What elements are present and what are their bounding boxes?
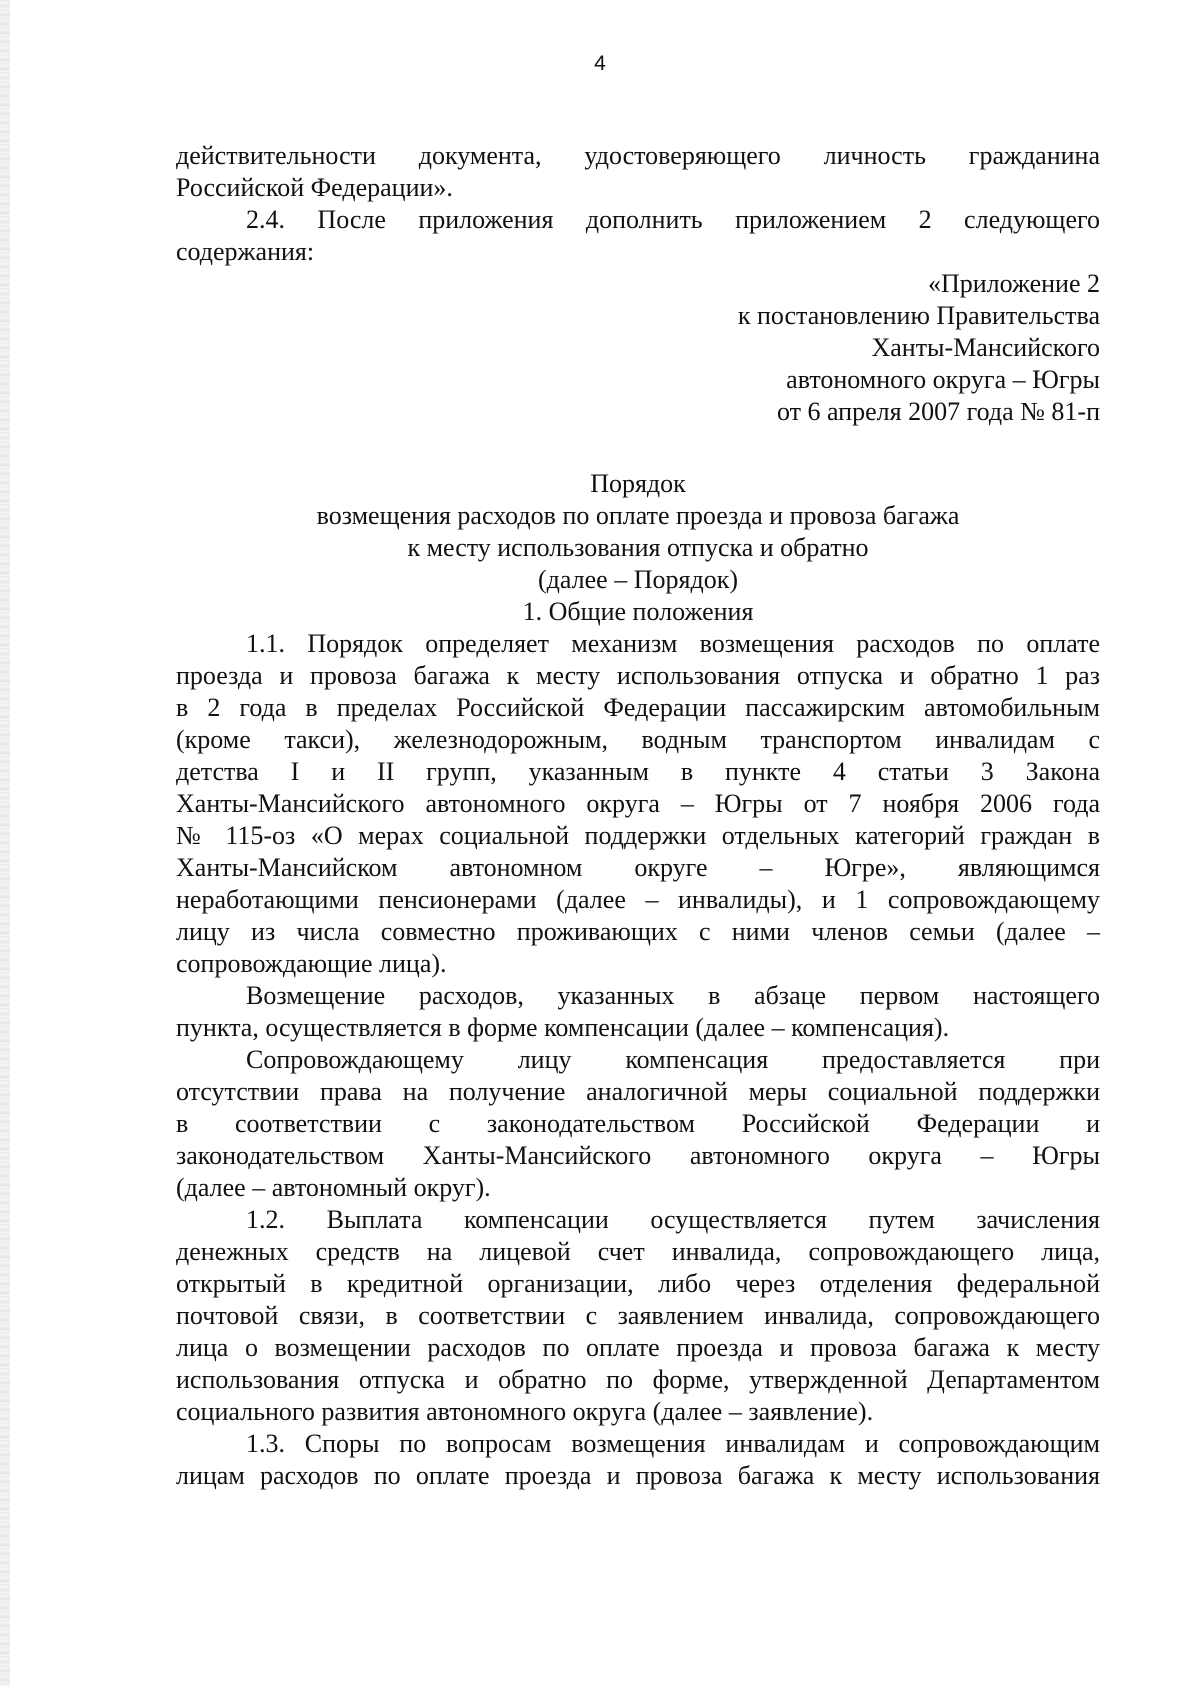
text-line: в соответствии с законодательством Российской Федерации и bbox=[176, 1109, 1100, 1138]
paragraph-1-1-second bbox=[176, 980, 1100, 1044]
appendix-line: «Приложение 2 bbox=[927, 269, 1100, 298]
paragraph-1-1 bbox=[176, 628, 1100, 980]
document-body bbox=[176, 140, 1100, 1492]
text-line: социального развития автономного округа (далее – заявление). bbox=[176, 1397, 874, 1426]
text-line: Российской Федерации». bbox=[176, 173, 453, 202]
intro-paragraph bbox=[176, 140, 1100, 204]
section-heading: 1. Общие положения bbox=[522, 597, 754, 626]
text-line: действительности документа, удостоверяющего личность гражданина bbox=[176, 141, 1100, 170]
text-line: 1.2. Выплата компенсации осуществляется путем зачисления bbox=[246, 1205, 1100, 1234]
title-line: возмещения расходов по оплате проезда и провоза багажа bbox=[316, 501, 960, 530]
text-line: почтовой связи, в соответствии с заявлением инвалида, сопровождающего bbox=[176, 1301, 1100, 1330]
scan-edge bbox=[0, 0, 10, 1686]
text-line: в 2 года в пределах Российской Федерации пассажирским автомобильным bbox=[176, 693, 1100, 722]
text-line: Возмещение расходов, указанных в абзаце первом настоящего bbox=[246, 981, 1100, 1010]
text-line: (кроме такси), железнодорожным, водным транспортом инвалидам с bbox=[176, 725, 1100, 754]
text-line: проезда и провоза багажа к месту использования отпуска и обратно 1 раз bbox=[176, 661, 1100, 690]
document-title bbox=[176, 468, 1100, 596]
appendix-header bbox=[176, 268, 1100, 428]
appendix-line: автономного округа – Югры bbox=[786, 365, 1100, 394]
text-line: (далее – автономный округ). bbox=[176, 1173, 491, 1202]
title-line: Порядок bbox=[590, 469, 686, 498]
paragraph-1-1-third bbox=[176, 1044, 1100, 1204]
appendix-line: от 6 апреля 2007 года № 81-п bbox=[776, 397, 1100, 426]
page-number: 4 bbox=[594, 52, 606, 75]
paragraph-1-2 bbox=[176, 1204, 1100, 1428]
text-line: детства I и II групп, указанным в пункте 4 статьи 3 Закона bbox=[176, 757, 1100, 786]
title-line: к месту использования отпуска и обратно bbox=[407, 533, 869, 562]
text-line: 1.1. Порядок определяет механизм возмещения расходов по оплате bbox=[246, 629, 1100, 658]
appendix-line: к постановлению Правительства bbox=[737, 301, 1100, 330]
title-line: (далее – Порядок) bbox=[538, 565, 738, 594]
text-line: открытый в кредитной организации, либо через отделения федеральной bbox=[176, 1269, 1100, 1298]
text-line: сопровождающие лица). bbox=[176, 949, 447, 978]
text-line: отсутствии права на получение аналогичной меры социальной поддержки bbox=[176, 1077, 1100, 1106]
text-line: законодательством Ханты-Мансийского автономного округа – Югры bbox=[176, 1141, 1100, 1170]
text-line: № 115-оз «О мерах социальной поддержки отдельных категорий граждан в bbox=[176, 821, 1100, 850]
paragraph-1-3 bbox=[176, 1428, 1100, 1492]
text-line: Сопровождающему лицу компенсация предоставляется при bbox=[246, 1045, 1100, 1074]
text-line: содержания: bbox=[176, 237, 315, 266]
text-line: лицам расходов по оплате проезда и провоза багажа к месту использования bbox=[176, 1461, 1100, 1490]
text-line: Ханты-Мансийского автономного округа – Югры от 7 ноября 2006 года bbox=[176, 789, 1100, 818]
text-line: лицу из числа совместно проживающих с ними членов семьи (далее – bbox=[176, 917, 1100, 946]
text-line: лица о возмещении расходов по оплате проезда и провоза багажа к месту bbox=[176, 1333, 1100, 1362]
text-line: денежных средств на лицевой счет инвалида, сопровождающего лица, bbox=[176, 1237, 1100, 1266]
paragraph-2-4 bbox=[176, 204, 1100, 268]
text-line: использования отпуска и обратно по форме, утвержденной Департаментом bbox=[176, 1365, 1100, 1394]
text-line: пункта, осуществляется в форме компенсации (далее – компенсация). bbox=[176, 1013, 950, 1042]
text-line: Ханты-Мансийском автономном округе – Югре», являющимся bbox=[176, 853, 1100, 882]
text-line: 1.3. Споры по вопросам возмещения инвалидам и сопровождающим bbox=[246, 1429, 1100, 1458]
appendix-line: Ханты-Мансийского bbox=[871, 333, 1100, 362]
text-line: неработающими пенсионерами (далее – инвалиды), и 1 сопровождающему bbox=[176, 885, 1100, 914]
text-line: 2.4. После приложения дополнить приложением 2 следующего bbox=[246, 205, 1100, 234]
